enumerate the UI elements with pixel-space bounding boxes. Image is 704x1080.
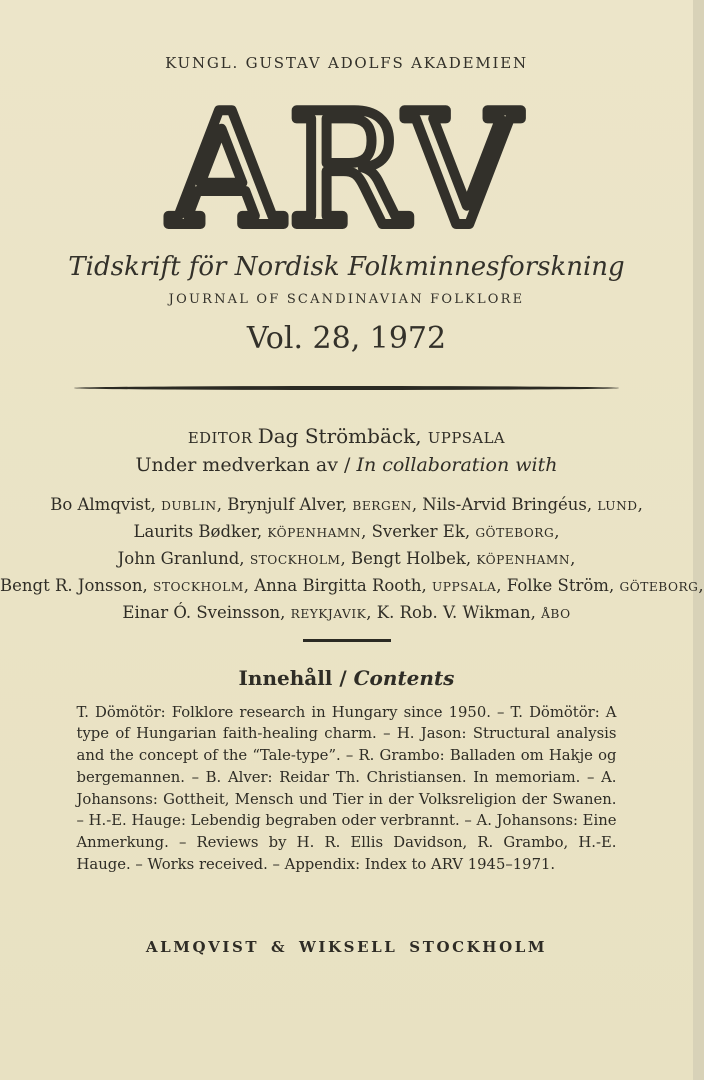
text-segment: John Granlund, <box>117 549 250 568</box>
text-segment: EDITOR <box>187 430 258 447</box>
collaborator-line <box>0 519 693 546</box>
collaboration-intro <box>0 454 693 476</box>
volume-line: Vol. 28, 1972 <box>246 321 447 356</box>
subtitle-swedish: Tidskrift för Nordisk Folkminnesforskning <box>68 252 625 282</box>
text-segment: Bengt R. Jonsson, <box>0 576 154 595</box>
text-segment: Innehåll / <box>238 665 354 690</box>
text-segment: , Brynjulf Alver, <box>216 495 353 514</box>
text-segment: , <box>637 495 643 514</box>
contents-paragraph: T. Dömötör: Folklore research in Hungary since 1950. – T. Dömötör: A type of Hungarian faith-healing charm. – H. Jason: Structural analysis and the concept of the “Tale-type”. – R. Grambo: Balladen om Hakje og bergemannen. – B. Alver: Reidar Th. Christiansen. In memoriam. – A. Johansons: Gottheit, Mensch und Tier in der Volksreligion der Swanen. – H.-E. Hauge: Lebendig begraben oder verbrannt. – A. Johansons: Eine Anmerkung. – Reviews by H. R. Ellis Davidson, R. Grambo, H.-E. Hauge. – Works received. – Appendix: Index to ARV 1945–1971. <box>76 703 617 874</box>
masthead-logo-art <box>87 79 607 261</box>
text-segment: DUBLIN <box>161 499 217 513</box>
collaborators-list <box>0 492 704 627</box>
text-segment: Contents <box>353 665 455 690</box>
text-segment: , <box>570 549 576 568</box>
text-segment: , <box>698 576 704 595</box>
text-segment: UPPSALA <box>427 430 506 447</box>
text-segment: ÅBO <box>541 607 571 621</box>
academy-name: KUNGL. GUSTAV ADOLFS AKADEMIEN <box>165 54 528 72</box>
text-segment: STOCKHOLM <box>249 553 341 567</box>
text-segment: BERGEN <box>352 499 412 513</box>
text-segment: STOCKHOLM <box>153 580 244 594</box>
contents-heading <box>0 666 693 690</box>
text-segment: Under medverkan av / <box>135 454 357 476</box>
text-segment: UPPSALA <box>432 580 497 594</box>
section-divider-rule <box>303 639 391 642</box>
text-segment: Laurits Bødker, <box>133 522 268 541</box>
text-segment: , Anna Birgitta Rooth, <box>243 576 432 595</box>
text-segment: GÖTEBORG <box>619 580 699 594</box>
text-segment: , Folke Ström, <box>496 576 620 595</box>
text-segment: KÖPENHAMN <box>267 526 362 540</box>
publisher-imprint: ALMQVIST & WIKSELL STOCKHOLM <box>145 938 548 956</box>
collaborator-line <box>0 546 693 573</box>
text-segment: In collaboration with <box>356 454 558 476</box>
editor-line <box>0 424 693 448</box>
masthead-logo-text: ARV <box>168 79 525 261</box>
text-segment: Einar Ó. Sveinsson, <box>122 603 291 622</box>
text-segment: Dag Strömbäck, <box>257 424 428 448</box>
collaborator-line <box>0 573 704 600</box>
collaborator-line <box>0 492 693 519</box>
text-segment: , Nils-Arvid Bringéus, <box>411 495 598 514</box>
text-segment: , K. Rob. V. Wikman, <box>366 603 542 622</box>
text-segment: Bo Almqvist, <box>50 495 162 514</box>
text-segment: GÖTEBORG <box>475 526 555 540</box>
divider-rule <box>74 386 619 390</box>
masthead-logo <box>0 79 693 261</box>
subtitle-english: JOURNAL OF SCANDINAVIAN FOLKLORE <box>168 292 525 307</box>
text-segment: REYKJAVIK <box>290 607 367 621</box>
text-segment: KÖPENHAMN <box>476 553 571 567</box>
text-segment: , Bengt Holbek, <box>340 549 477 568</box>
text-segment: , Sverker Ek, <box>361 522 476 541</box>
collaborator-line <box>0 600 693 627</box>
text-segment: LUND <box>597 499 638 513</box>
text-segment: , <box>554 522 560 541</box>
